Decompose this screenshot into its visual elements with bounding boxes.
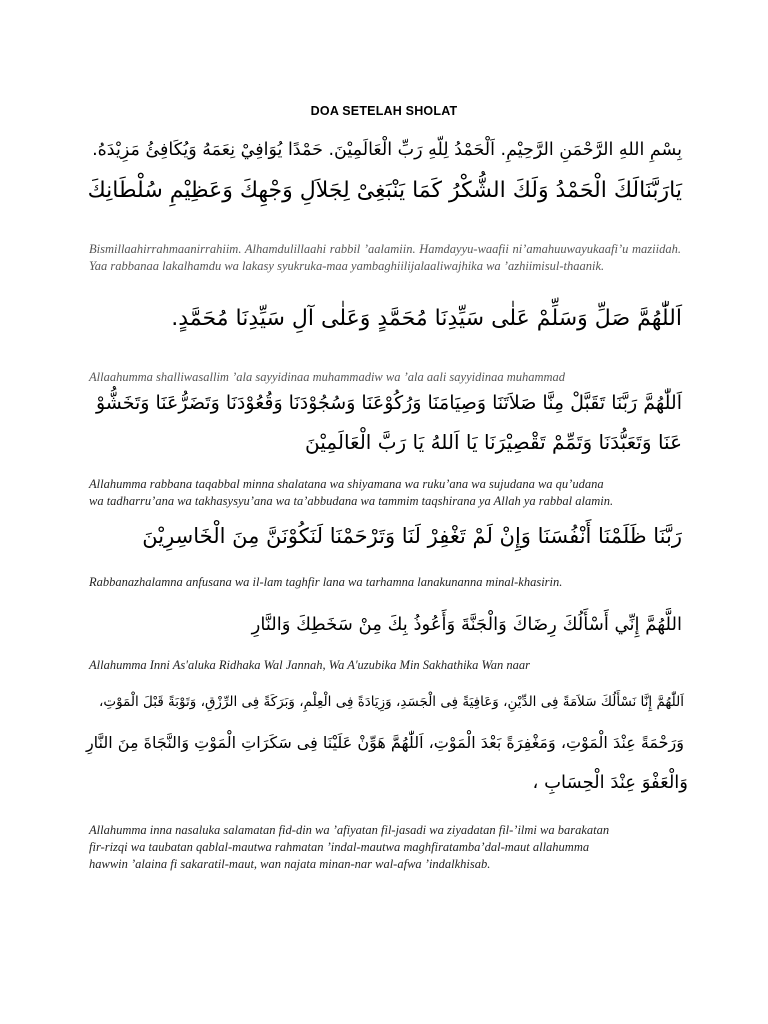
latin-salamatan-line-2: fir-rizqi wa taubatan qablal-mautwa rahmatan ’indal-mautwa maghfiratamba’dal-maut allahumma [89,840,590,854]
arabic-salamatan-line-2: وَرَحْمَةً عِنْدَ الْمَوْتِ، وَمَغْفِرَةً بَعْدَ الْمَوْتِ، اَللّٰهُمَّ هَوِّنْ عَلَيْنَا فِى سَكَرَاتِ الْمَوْتِ وَالنَّجَاةَ مِنَ النَّارِ [85,733,684,752]
latin-taqabbal-line-2: wa tadharru’ana wa takhasysyu’ana wa ta’abbudana wa tammim taqshirana ya Allah ya rabbal alamin. [89,494,614,508]
arabic-bismillah-line-2: يَارَبَّنَالَكَ الْحَمْدُ وَلَكَ الشُّكْرُ كَمَا يَنْبَغِىْ لِجَلاَلِ وَجْهِكَ وَعَظِيْمِ سُلْطَانِكَ [87,178,682,203]
arabic-salamatan-line-3: وَالْعَفْوَ عِنْدَ الْحِسَابِ ، [532,772,688,793]
arabic-ridhaka: اللَّهُمَّ إِنِّي أَسْأَلُكَ رِضَاكَ وَالْجَنَّةَ وَأَعُوذُ بِكَ مِنْ سَخَطِكَ وَالنَّارِ [251,614,682,635]
arabic-shalawat: اَللّٰهُمَّ صَلِّ وَسَلِّمْ عَلٰى سَيِّدِنَا مُحَمَّدٍ وَعَلٰى آلِ سَيِّدِنَا مُحَمَّدٍ. [171,306,682,331]
arabic-taqabbal-line-2: عَنَا وَتَعَبُّدَنَا وَتَمِّمْ تَقْصِيْرَنَا يَا اَللهُ يَا رَبَّ الْعَالَمِيْنَ [305,430,682,454]
arabic-salamatan-line-1: اَللّٰهُمَّ إِنَّا نَسْأَلُكَ سَلاَمَةً فِى الدِّيْنِ، وَعَافِيَةً فِى الْجَسَدِ، وَزِيَادَةً فِى الْعِلْمِ، وَبَرَكَةً فِى الرِّزْقِ، وَتَوْبَةً قَبْلَ الْمَوْتِ، [99,694,684,710]
arabic-rabbana-zhalamna: رَبَّنَا ظَلَمْنَا أَنْفُسَنَا وَإِنْ لَمْ تَغْفِرْ لَنَا وَتَرْحَمْنَا لَنَكُوْنَنَّ مِنَ الْخَاسِرِيْنَ [142,524,682,548]
latin-rabbana-zhalamna: Rabbanazhalamna anfusana wa il-lam taghfir lana wa tarhamna lanakunanna minal-khasirin. [89,575,563,589]
arabic-bismillah-line-1: بِسْمِ اللهِ الرَّحْمَنِ الرَّحِيْمِ. اَلْحَمْدُ لِلّهِ رَبِّ الْعَالَمِيْنَ. حَمْدًا يُوَافِيْ نِعَمَهُ وَيُكَافِئُ مَزِيْدَهُ. [92,140,682,160]
latin-ridhaka: Allahumma Inni As'aluka Ridhaka Wal Jannah, Wa A'uzubika Min Sakhathika Wan naar [89,658,530,672]
latin-shalawat: Allaahumma shalliwasallim ’ala sayyidinaa muhammadiw wa ’ala aali sayyidinaa muhammad [89,370,566,384]
latin-salamatan-line-1: Allahumma inna nasaluka salamatan fid-din wa ’afiyatan fil-jasadi wa ziyadatan fil-’ilmi wa barakatan [89,823,610,837]
document-title: DOA SETELAH SHOLAT [310,104,458,118]
latin-salamatan-line-3: hawwin ’alaina fi sakaratil-maut, wan najata minan-nar wal-afwa ’indalkhisab. [89,857,491,871]
arabic-taqabbal-line-1: اَللّٰهُمَّ رَبَّنَا تَقَبَّلْ مِنَّا صَلاَتَنَا وَصِيَامَنَا وَرُكُوْعَنَا وَسُجُوْدَنَا وَقُعُوْدَنَا وَتَضَرُّعَنَا وَتَخَشُّوْ [95,392,682,414]
latin-taqabbal-line-1: Allahumma rabbana taqabbal minna shalatana wa shiyamana wa ruku’ana wa sujudana wa qu’udana [89,477,604,491]
latin-bismillah: Bismillaahirrahmaanirrahiim. Alhamdulillaahi rabbil ’aalamiin. Hamdayyu-waafii ni’amahuuwayukaafi’u maziidah. Yaa rabbanaa lakalhamdu wa lakasy syukruka-maa yambaghiilijalaaliwajhika wa ’azhiimisul-thaanik. [89,242,681,273]
